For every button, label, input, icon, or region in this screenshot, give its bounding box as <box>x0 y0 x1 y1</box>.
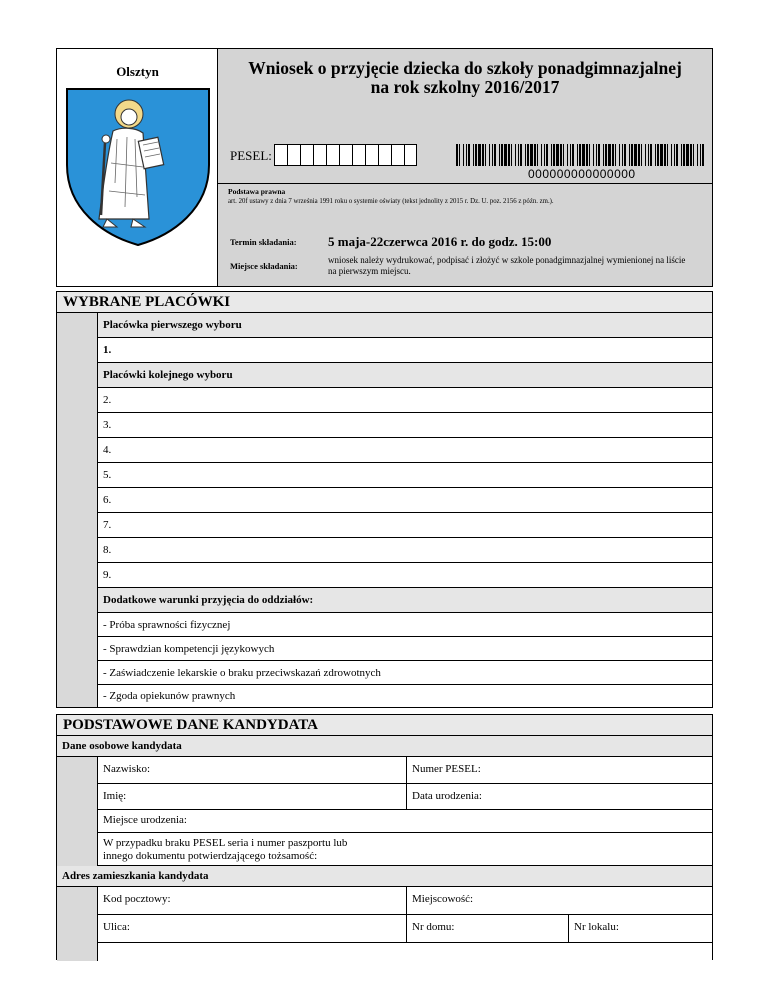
pesel-input-boxes[interactable] <box>274 144 417 166</box>
first-name-field[interactable]: Imię: <box>98 784 406 810</box>
house-number-field[interactable]: Nr domu: <box>406 915 568 943</box>
selected-schools-section <box>56 291 713 708</box>
condition-item: - Sprawdzian kompetencji językowych <box>98 637 712 661</box>
deadline-label: Termin składania: <box>230 237 297 247</box>
choice-field[interactable]: 4. <box>98 438 712 463</box>
form-title-line1: Wniosek o przyjęcie dziecka do szkoły ponadgimnazjalnej <box>248 58 682 78</box>
next-choices-heading: Placówki kolejnego wyboru <box>98 363 712 388</box>
personal-data-heading: Dane osobowe kandydata <box>57 736 712 757</box>
birth-place-field[interactable]: Miejsce urodzenia: <box>98 810 712 833</box>
pesel-digit-box[interactable] <box>313 144 326 166</box>
choice-field[interactable]: 7. <box>98 513 712 538</box>
section-gutter <box>57 313 98 707</box>
form-header <box>56 48 713 287</box>
conditions-heading: Dodatkowe warunki przyjęcia do oddziałów: <box>98 588 712 613</box>
flat-number-field[interactable]: Nr lokalu: <box>568 915 712 943</box>
condition-item: - Próba sprawności fizycznej <box>98 613 712 637</box>
choice-field[interactable]: 9. <box>98 563 712 588</box>
pesel-digit-box[interactable] <box>287 144 300 166</box>
olsztyn-crest-icon <box>65 87 211 247</box>
pesel-digit-box[interactable] <box>300 144 313 166</box>
condition-item: - Zaświadczenie lekarskie o braku przeciwskazań zdrowotnych <box>98 661 712 685</box>
submission-place-value: wniosek należy wydrukować, podpisać i złożyć w szkole ponadgimnazjalnej wymienionej na liście na pierwszym miejscu. <box>328 255 686 276</box>
first-choice-field[interactable]: 1. <box>98 338 712 363</box>
pesel-digit-box[interactable] <box>339 144 352 166</box>
surname-field[interactable]: Nazwisko: <box>98 757 406 784</box>
barcode-number: 000000000000000 <box>528 167 636 181</box>
section-gutter <box>57 887 98 961</box>
form-title-line2: na rok szkolny 2016/2017 <box>370 77 560 97</box>
address-heading: Adres zamieszkania kandydata <box>57 866 712 887</box>
city-field[interactable]: Miejscowość: <box>406 887 712 915</box>
candidate-data-section <box>56 714 713 960</box>
passport-label-line1: W przypadku braku PESEL seria i numer paszportu lub <box>103 837 348 849</box>
form-title <box>218 59 712 97</box>
pesel-digit-box[interactable] <box>274 144 287 166</box>
choice-field[interactable]: 2. <box>98 388 712 413</box>
pesel-label: PESEL: <box>230 148 272 163</box>
legal-basis-text: art. 20f ustawy z dnia 7 września 1991 roku o systemie oświaty (tekst jednolity z 2015 r. Dz. U. poz. 2156 z późn. zm.). <box>228 198 554 205</box>
postal-code-field[interactable]: Kod pocztowy: <box>98 887 406 915</box>
title-panel <box>218 49 712 286</box>
choice-field[interactable]: 6. <box>98 488 712 513</box>
section-gutter <box>57 757 98 866</box>
choice-field[interactable]: 3. <box>98 413 712 438</box>
pesel-digit-box[interactable] <box>404 144 417 166</box>
choice-field[interactable]: 5. <box>98 463 712 488</box>
city-name: Olsztyn <box>116 64 159 79</box>
divider <box>218 183 712 184</box>
birth-date-field[interactable]: Data urodzenia: <box>406 784 712 810</box>
deadline-value: 5 maja-22czerwca 2016 r. do godz. 15:00 <box>328 234 552 249</box>
pesel-digit-box[interactable] <box>391 144 404 166</box>
pesel-number-field[interactable]: Numer PESEL: <box>406 757 712 784</box>
pesel-digit-box[interactable] <box>352 144 365 166</box>
passport-field[interactable] <box>98 833 712 866</box>
section-title: PODSTAWOWE DANE KANDYDATA <box>57 715 712 736</box>
pesel-digit-box[interactable] <box>378 144 391 166</box>
submission-place-label: Miejsce składania: <box>230 261 298 271</box>
crest-panel <box>57 49 218 286</box>
legal-basis-heading: Podstawa prawna <box>228 187 286 196</box>
pesel-digit-box[interactable] <box>326 144 339 166</box>
section-title: WYBRANE PLACÓWKI <box>57 292 712 313</box>
condition-item: - Zgoda opiekunów prawnych <box>98 685 712 707</box>
passport-label-line2: innego dokumentu potwierdzającego tożsamość: <box>103 850 318 862</box>
choice-field[interactable]: 8. <box>98 538 712 563</box>
first-choice-heading: Placówka pierwszego wyboru <box>98 313 712 338</box>
pesel-digit-box[interactable] <box>365 144 378 166</box>
street-field[interactable]: Ulica: <box>98 915 406 943</box>
barcode-icon <box>456 144 706 166</box>
